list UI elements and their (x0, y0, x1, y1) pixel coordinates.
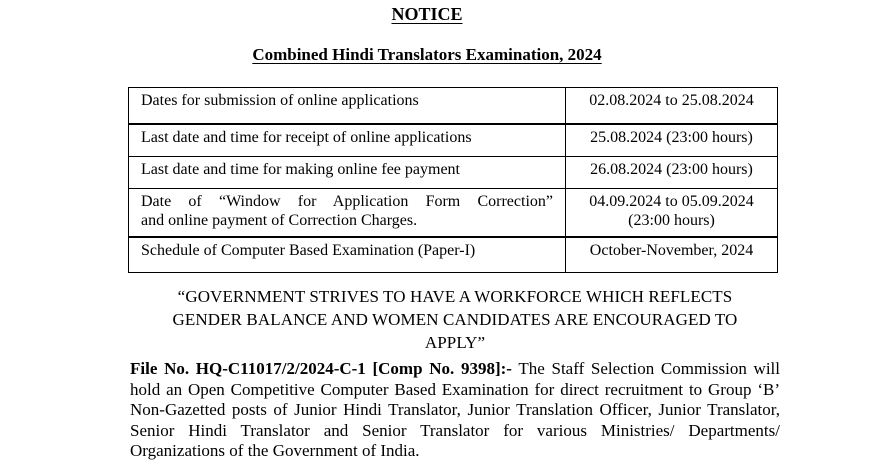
notice-body-paragraph (130, 359, 780, 462)
schedule-value-text: 02.08.2024 to 25.08.2024 (589, 92, 754, 109)
schedule-label-text: Date of “Window for Application Form Correction” (141, 193, 553, 210)
schedule-label-text: Schedule of Computer Based Examination (Paper-I) (141, 242, 476, 259)
schedule-label-text: Last date and time for receipt of online applications (141, 129, 472, 146)
slogan-line: GENDER BALANCE AND WOMEN CANDIDATES ARE ENCOURAGED TO (172, 310, 738, 329)
exam-title: Combined Hindi Translators Examination, 2024 (252, 45, 602, 64)
schedule-value-text-line2: (23:00 hours) (628, 212, 715, 229)
schedule-value-text: October-November, 2024 (589, 242, 754, 259)
schedule-label-text-line2: and online payment of Correction Charges. (141, 212, 418, 229)
schedule-value (566, 237, 778, 273)
schedule-label-text: Dates for submission of online applications (141, 92, 419, 109)
schedule-value (566, 189, 778, 238)
notice-title: NOTICE (391, 4, 463, 24)
schedule-value-text: 04.09.2024 to 05.09.2024 (589, 193, 754, 210)
gender-balance-slogan (140, 285, 770, 354)
schedule-value-text: 26.08.2024 (23:00 hours) (590, 161, 753, 178)
body-text: The Staff Selection Commission will hold an Open Competitive Computer Based Examination for direct recruitment to Group ‘B’ Non-Gazetted posts of Junior Hindi Translator, Junior Translation Officer, Junior Translator, Senior Hindi Translator and Senior Translator for various Ministries/ Departments/ Organizations of the Government of India. (130, 359, 780, 460)
table-row (129, 237, 778, 273)
schedule-label (129, 88, 566, 125)
table-row (129, 124, 778, 157)
slogan-line: APPLY” (424, 333, 486, 352)
schedule-label (129, 189, 566, 238)
schedule-table (128, 87, 778, 273)
schedule-value (566, 88, 778, 125)
schedule-label (129, 124, 566, 157)
table-row (129, 157, 778, 189)
table-row (129, 88, 778, 125)
schedule-label (129, 157, 566, 189)
schedule-value (566, 124, 778, 157)
file-reference: File No. HQ-C11017/2/2024-C-1 [Comp No. 9398]:- (130, 359, 512, 378)
schedule-label (129, 237, 566, 273)
schedule-value (566, 157, 778, 189)
slogan-line: “GOVERNMENT STRIVES TO HAVE A WORKFORCE WHICH REFLECTS (177, 287, 733, 306)
schedule-value-text: 25.08.2024 (23:00 hours) (590, 129, 753, 146)
schedule-label-text: Last date and time for making online fee payment (141, 161, 460, 178)
table-row (129, 189, 778, 238)
